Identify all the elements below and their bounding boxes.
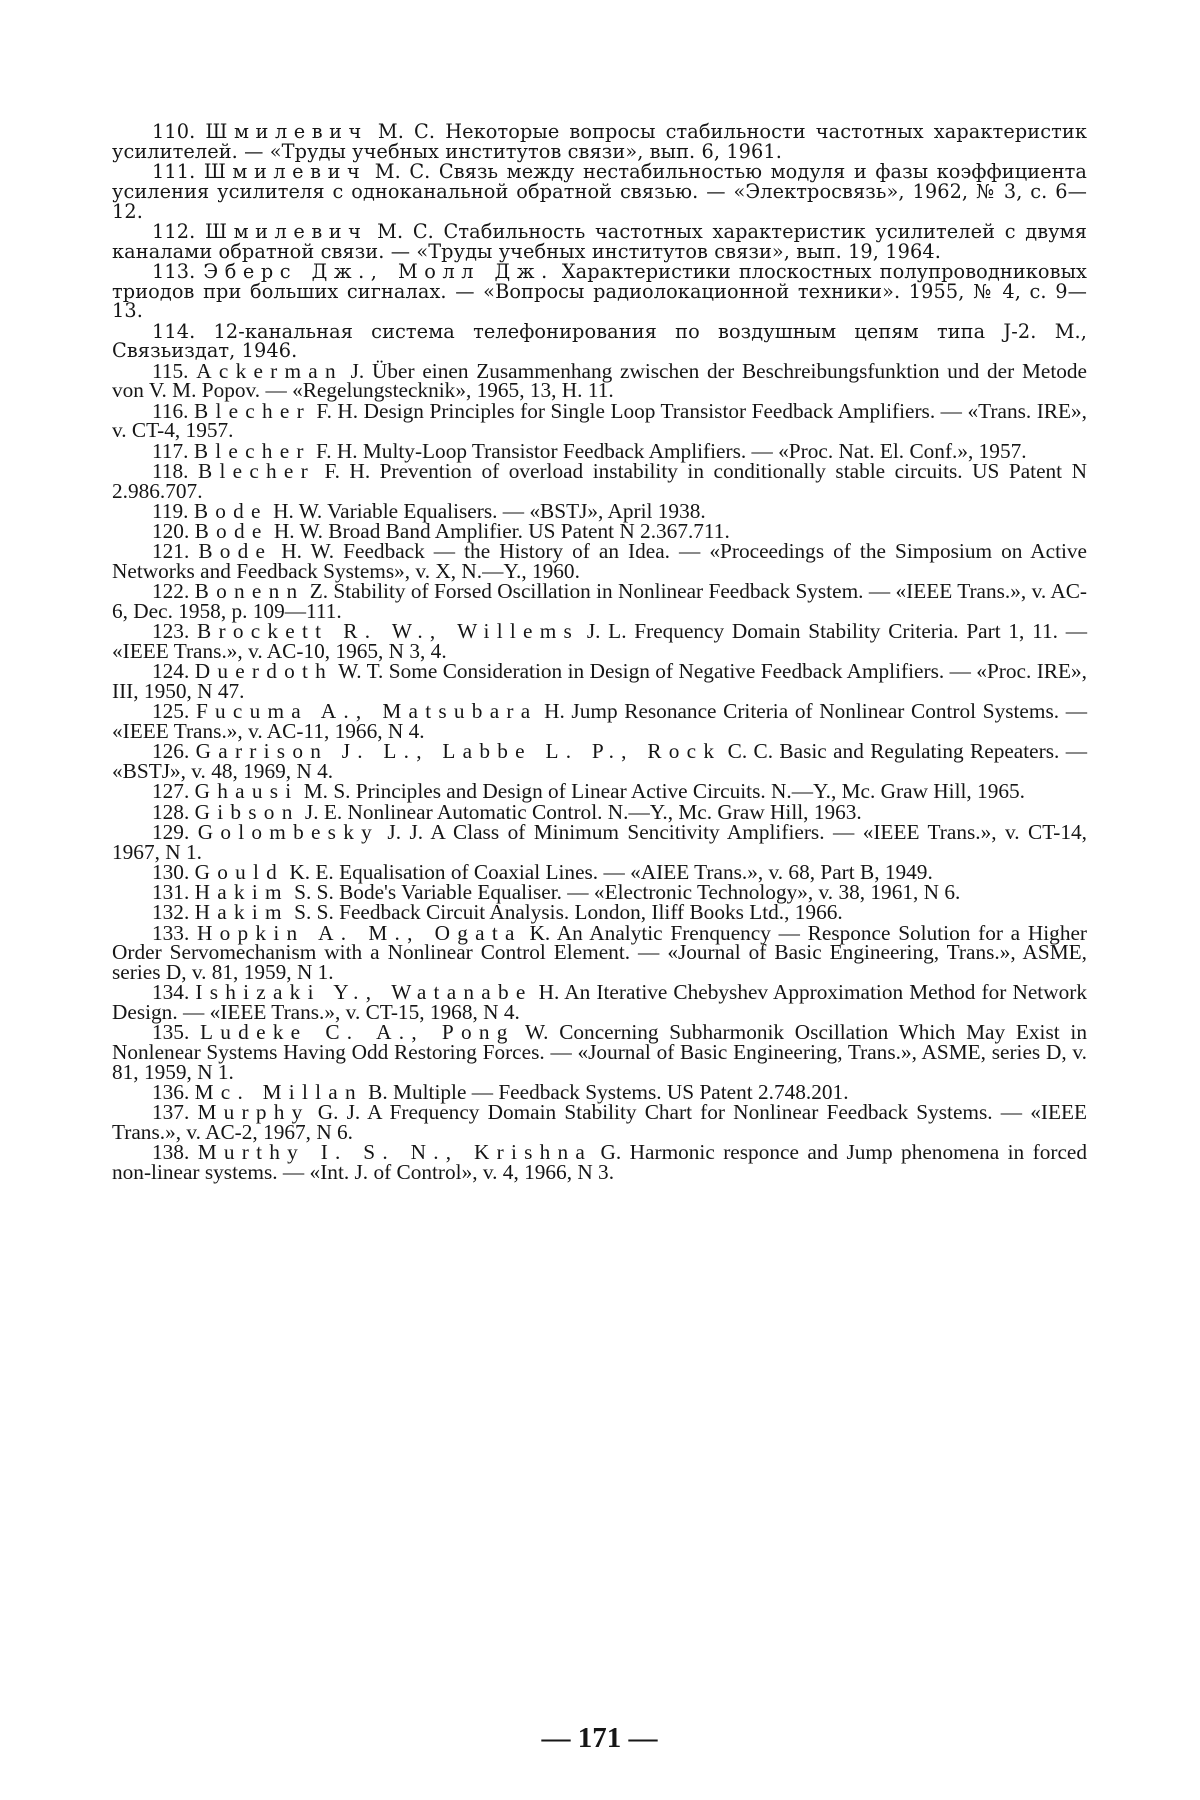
reference-author: Duerdoth bbox=[194, 659, 334, 684]
reference-text: F. H. Multy-Loop Transistor Feedback Amplifiers. — «Proc. Nat. El. Conf.», 1957. bbox=[310, 438, 1027, 463]
reference-number: 114. bbox=[152, 319, 196, 343]
reference-text: S. S. Bode's Variable Equaliser. — «Electronic Technology», v. 38, 1961, N 6. bbox=[288, 880, 961, 904]
reference-text: M. S. Principles and Design of Linear Active Circuits. N.—Y., Mc. Graw Hill, 1965. bbox=[298, 779, 1025, 804]
reference-number: 122. bbox=[152, 579, 190, 604]
reference-author: Garrison J. L., Labbe L. P., Rock bbox=[195, 739, 722, 764]
reference-text: W. T. Some Consideration in Design of Negative Feedback Amplifiers. — «Proc. IRE», III, 1950, N 47. bbox=[112, 659, 1087, 703]
reference-author: Mc. Millan bbox=[194, 1080, 363, 1104]
reference-number: 111. bbox=[152, 160, 196, 183]
reference-text: K. E. Equalisation of Coaxial Lines. — «AIEE Trans.», v. 68, Part B, 1949. bbox=[284, 859, 933, 884]
reference-text: F. H. Prevention of overload instability in conditionally stable circuits. US Patent N 2.986.707. bbox=[112, 458, 1088, 503]
reference-number: 133. bbox=[152, 920, 190, 945]
reference-author: Ackerman bbox=[196, 358, 343, 383]
reference-item bbox=[112, 819, 1087, 864]
reference-item bbox=[112, 699, 1088, 743]
reference-author: Шмилевич bbox=[205, 219, 368, 243]
reference-number: 135. bbox=[152, 1020, 190, 1045]
reference-text: J. E. Nonlinear Automatic Control. N.—Y., Mc. Graw Hill, 1963. bbox=[299, 799, 862, 824]
reference-item bbox=[112, 539, 1087, 583]
reference-item bbox=[112, 980, 1087, 1024]
reference-text: F. H. Design Principles for Single Loop Transistor Feedback Amplifiers. — «Trans. IRE», v. CT-4, 1957. bbox=[112, 398, 1087, 443]
reference-author: Fucuma A., Matsubara bbox=[195, 699, 538, 724]
reference-text: K. An Analytic Frenquency — Responce Solution for a Higher Order Servomechanism with a Nonlinear Control Element. — «Journal of Basic Engineering, Trans.», ASME, series D, v. 81, 1959, N 1. bbox=[112, 920, 1088, 984]
reference-text: J. J. A Class of Minimum Sencitivity Amplifiers. — «IEEE Trans.», v. CT-14, 1967, N 1. bbox=[112, 819, 1087, 864]
reference-author: Blecher bbox=[198, 458, 315, 483]
reference-number: 126. bbox=[152, 739, 190, 764]
reference-author: Bonenn bbox=[194, 579, 305, 604]
reference-text: J. Über einen Zusammenhang zwischen der Beschreibungsfunktion und der Metode von V. M. Popov. — «Regelungstecknik», 1965, 13, H. 11. bbox=[112, 358, 1087, 403]
reference-author: Bode bbox=[198, 539, 273, 564]
reference-number: 123. bbox=[152, 619, 190, 644]
reference-author: Hakim bbox=[194, 900, 289, 925]
reference-item bbox=[112, 920, 1088, 984]
reference-author: Gibson bbox=[194, 799, 300, 824]
reference-text: H. Jump Resonance Criteria of Nonlinear Control Systems. — «IEEE Trans.», v. AC-11, 1966, N 4. bbox=[112, 699, 1088, 743]
page bbox=[112, 122, 1087, 1762]
reference-author: Шмилевич bbox=[205, 120, 368, 143]
reference-author: Ludeke C. A., Pong bbox=[200, 1020, 515, 1045]
reference-text: H. W. Feedback — the History of an Idea. — «Proceedings of the Simposium on Active Networks and Feedback Systems», v. X, N.—Y., 1960. bbox=[112, 539, 1087, 583]
reference-text: М. С. Некоторые вопросы стабильности частотных характеристик усилителей. — «Труды учебных институтов связи», вып. 6, 1961. bbox=[112, 120, 1087, 163]
reference-number: 131. bbox=[152, 880, 190, 904]
reference-number: 127. bbox=[152, 779, 190, 804]
reference-text: G. Harmonic responce and Jump phenomena in forced non-linear systems. — «Int. J. of Control», v. 4, 1966, N 3. bbox=[112, 1140, 1087, 1184]
reference-number: 116. bbox=[152, 398, 189, 423]
reference-item bbox=[112, 579, 1088, 623]
reference-list bbox=[112, 122, 1087, 1183]
reference-author: Murphy bbox=[197, 1100, 310, 1125]
reference-text: C. C. Basic and Regulating Repeaters. — «BSTJ», v. 48, 1969, N 4. bbox=[112, 739, 1087, 783]
reference-item bbox=[112, 1140, 1087, 1184]
reference-text: Z. Stability of Forsed Oscillation in Nonlinear Feedback System. — «IEEE Trans.», v. AC-6, Dec. 1958, p. 109—111. bbox=[112, 579, 1088, 623]
reference-text: S. S. Feedback Circuit Analysis. London, Iliff Books Ltd., 1966. bbox=[288, 900, 843, 925]
reference-author: Ishizaki Y., Watanabe bbox=[195, 980, 533, 1005]
reference-author: Шмилевич bbox=[203, 160, 367, 183]
reference-author: Эберс Дж., Молл Дж. bbox=[203, 259, 554, 283]
reference-item bbox=[112, 1020, 1087, 1084]
reference-item bbox=[112, 458, 1088, 503]
reference-text: М. С. Связь между нестабильностью модуля и фазы коэффициента усиления усилителя с одноканальной обратной связью. — «Электросвязь», 1962, № 3, с. 6—12. bbox=[112, 160, 1088, 223]
reference-text: G. J. A Frequency Domain Stability Chart for Nonlinear Feedback Systems. — «IEEE Trans.», v. AC-2, 1967, N 6. bbox=[112, 1100, 1087, 1144]
reference-item bbox=[112, 122, 1087, 162]
reference-number: 129. bbox=[152, 819, 190, 844]
reference-number: 119. bbox=[152, 498, 189, 523]
reference-item bbox=[112, 659, 1087, 703]
reference-author: Bode bbox=[194, 519, 269, 543]
reference-text: Характеристики плоскостных полупроводниковых триодов при больших сигналах. — «Вопросы радиолокационной техники». 1955, № 4, с. 9—13. bbox=[112, 259, 1087, 323]
reference-author: Hakim bbox=[194, 880, 289, 904]
reference-item bbox=[112, 1100, 1087, 1144]
reference-author: Blecher bbox=[194, 398, 311, 423]
reference-number: 112. bbox=[152, 219, 196, 243]
reference-author: Hopkin A. M., Ogata bbox=[197, 920, 522, 945]
reference-number: 137. bbox=[152, 1100, 190, 1125]
reference-number: 136. bbox=[152, 1080, 190, 1104]
reference-item bbox=[112, 358, 1087, 403]
reference-number: 138. bbox=[152, 1140, 190, 1165]
reference-text: М. С. Стабильность частотных характеристик усилителей с двумя каналами обратной связи. — «Труды учебных институтов связи», вып. 19, 1964. bbox=[112, 219, 1087, 263]
reference-author: Golombesky bbox=[197, 819, 379, 844]
reference-item bbox=[112, 739, 1087, 783]
reference-author: Brockett R. W., Willems bbox=[197, 619, 580, 644]
reference-author: Murthy I. S. N., Krishna bbox=[197, 1140, 593, 1165]
page-number: — 171 — bbox=[541, 1722, 658, 1754]
reference-number: 130. bbox=[152, 859, 190, 884]
reference-text: 12-канальная система телефонирования по воздушным цепям типа J-2. М., Связьиздат, 1946. bbox=[112, 319, 1087, 363]
reference-text: H. An Iterative Chebyshev Approximation Method for Network Design. — «IEEE Trans.», v. CT-15, 1968, N 4. bbox=[112, 980, 1087, 1024]
reference-item bbox=[112, 162, 1087, 221]
reference-number: 120. bbox=[152, 519, 190, 543]
reference-item bbox=[112, 319, 1087, 363]
reference-text: J. L. Frequency Domain Stability Criteria. Part 1, 11. — «IEEE Trans.», v. AC-10, 1965, N 3, 4. bbox=[112, 619, 1087, 663]
reference-text: H. W. Broad Band Amplifier. US Patent N 2.367.711. bbox=[268, 519, 730, 543]
reference-number: 117. bbox=[152, 438, 189, 463]
reference-number: 125. bbox=[152, 699, 190, 724]
reference-author: Gould bbox=[194, 859, 285, 884]
reference-author: Bode bbox=[193, 498, 268, 523]
reference-text: W. Concerning Subharmonik Oscillation Which May Exist in Nonlenear Systems Having Odd Restoring Forces. — «Journal of Basic Engineering, Trans.», ASME, series D, v. 81, 1959, N 1. bbox=[112, 1020, 1087, 1084]
reference-number: 124. bbox=[152, 659, 190, 684]
reference-number: 115. bbox=[152, 358, 189, 383]
reference-item bbox=[112, 259, 1087, 323]
reference-number: 113. bbox=[152, 259, 196, 283]
reference-text: H. W. Variable Equalisers. — «BSTJ», April 1938. bbox=[267, 498, 706, 523]
reference-number: 110. bbox=[152, 120, 196, 143]
reference-number: 132. bbox=[152, 900, 190, 925]
reference-item bbox=[112, 219, 1087, 263]
reference-author: Blecher bbox=[193, 438, 311, 463]
reference-number: 121. bbox=[152, 539, 190, 564]
reference-item bbox=[112, 398, 1087, 443]
reference-author: Ghausi bbox=[194, 779, 299, 804]
reference-number: 118. bbox=[152, 458, 189, 483]
reference-number: 134. bbox=[152, 980, 190, 1005]
reference-number: 128. bbox=[152, 799, 190, 824]
reference-text: B. Multiple — Feedback Systems. US Patent 2.748.201. bbox=[362, 1080, 849, 1104]
reference-item bbox=[112, 619, 1087, 663]
